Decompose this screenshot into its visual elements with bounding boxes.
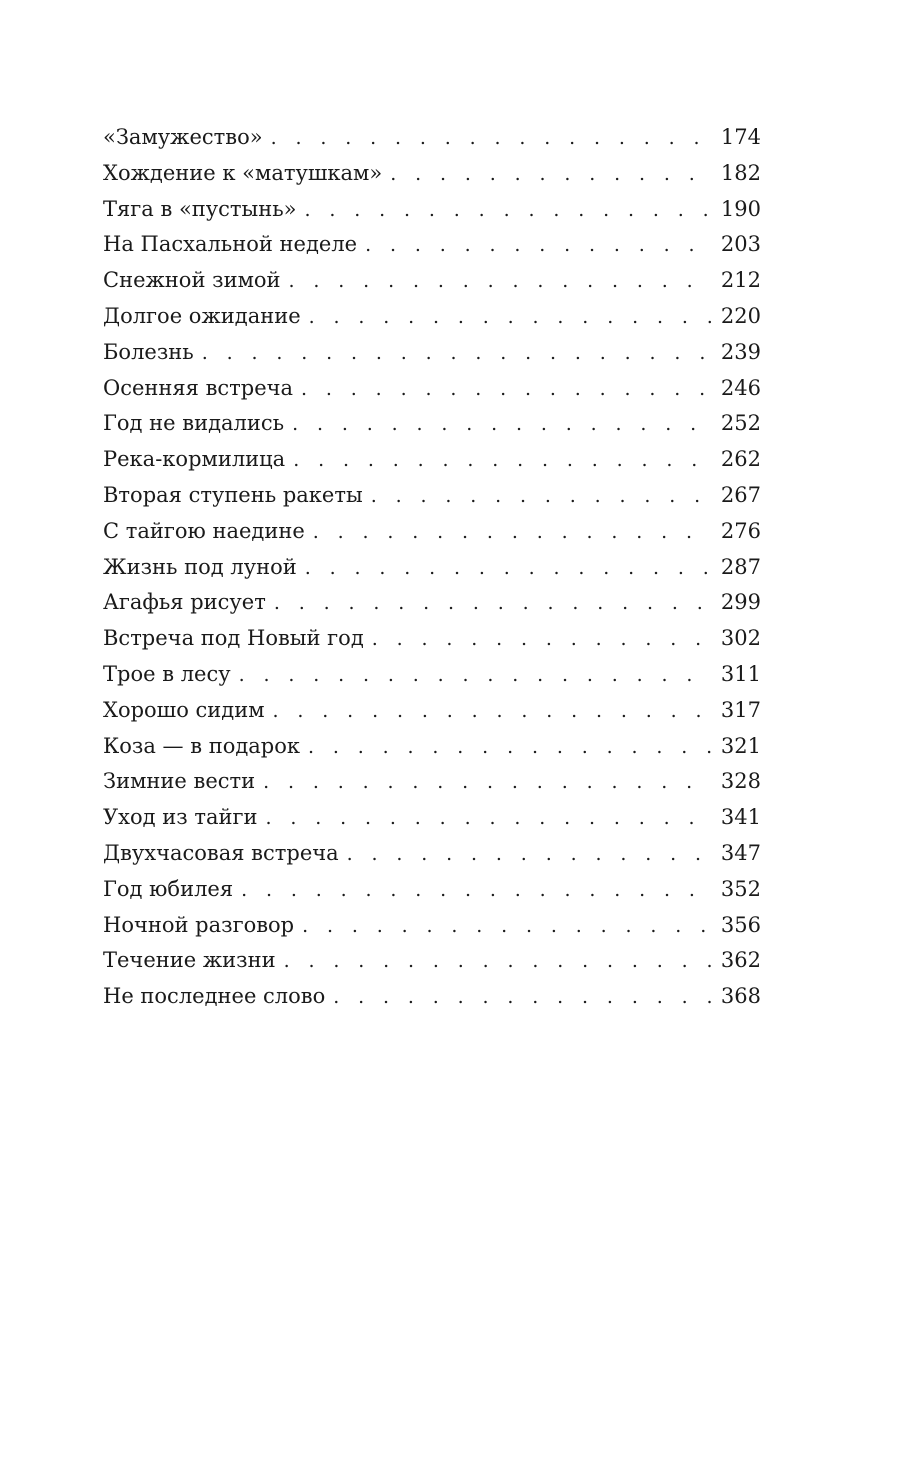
toc-entry-page-number: 317 <box>720 697 761 722</box>
toc-entry-title: На Пасхальной неделе <box>103 232 358 257</box>
toc-entry <box>103 550 761 586</box>
toc-entry-page-number: 287 <box>720 554 761 579</box>
toc-entry-page-number: 368 <box>720 984 761 1009</box>
dot-leader <box>202 336 711 372</box>
dot-leader <box>289 264 711 300</box>
toc-entry-title: Снежной зимой <box>103 268 281 293</box>
dot-leader <box>271 121 711 157</box>
toc-entry-page-number: 246 <box>720 375 761 400</box>
toc-entry <box>103 478 761 514</box>
toc-entry-title: Год юбилея <box>103 876 234 901</box>
toc-entry-title: Болезнь <box>103 339 194 364</box>
toc-entry-page-number: 299 <box>720 590 761 615</box>
toc-entry <box>103 263 761 299</box>
toc-entry-title: С тайгою наедине <box>103 518 305 543</box>
toc-entry-title: «Замужество» <box>103 125 263 149</box>
dot-leader <box>305 193 711 229</box>
toc-entry-title: Не последнее слово <box>103 984 326 1009</box>
toc-entry-title: Хорошо сидим <box>103 697 265 722</box>
toc-entry-title: Коза — в подарок <box>103 733 301 758</box>
dot-leader <box>372 622 711 658</box>
toc-entry <box>103 442 761 478</box>
toc-entry-page-number: 328 <box>720 769 761 794</box>
toc-entry <box>103 836 761 872</box>
toc-entry-title: Река-кормилица <box>103 447 286 472</box>
dot-leader <box>292 407 711 443</box>
toc-entry-title: Течение жизни <box>103 948 276 973</box>
dot-leader <box>263 765 711 801</box>
toc-entry-page-number: 239 <box>720 339 761 364</box>
toc-entry-page-number: 341 <box>720 805 761 830</box>
toc-entry <box>103 693 761 729</box>
toc-entry <box>103 585 761 621</box>
toc-entry-page-number: 352 <box>720 876 761 901</box>
toc-entry <box>103 979 761 1015</box>
toc-entry-title: Жизнь под луной <box>103 554 297 579</box>
toc-entry-title: Уход из тайги <box>103 805 258 830</box>
toc-entry-title: Осенняя встреча <box>103 375 294 400</box>
dot-leader <box>284 944 711 980</box>
toc-entry-page-number: 182 <box>720 160 761 185</box>
dot-leader <box>365 228 711 264</box>
toc-entry-title: Вторая ступень ракеты <box>103 482 363 507</box>
dot-leader <box>371 479 711 515</box>
toc-entry-page-number: 212 <box>720 268 761 293</box>
toc-entry-page-number: 302 <box>720 626 761 651</box>
toc-entry-page-number: 356 <box>720 912 761 937</box>
toc-entry-page-number: 190 <box>720 196 761 221</box>
toc-entry-page-number: 311 <box>720 661 761 686</box>
dot-leader <box>308 730 711 766</box>
toc-entry <box>103 299 761 335</box>
toc-entry-title: Агафья рисует <box>103 590 266 615</box>
toc-entry-page-number: 321 <box>720 733 761 758</box>
toc-entry <box>103 371 761 407</box>
dot-leader <box>301 372 711 408</box>
dot-leader <box>274 586 711 622</box>
toc-entry-page-number: 220 <box>720 303 761 328</box>
toc-entry-title: Тяга в «пустынь» <box>103 196 297 221</box>
dot-leader <box>302 909 711 945</box>
toc-entry <box>103 335 761 371</box>
toc-entry <box>103 943 761 979</box>
dot-leader <box>309 300 711 336</box>
dot-leader <box>347 837 711 873</box>
toc-entry <box>103 156 761 192</box>
toc-entry-page-number: 262 <box>720 447 761 472</box>
toc-entry-title: Встреча под Новый год <box>103 626 364 651</box>
toc-entry <box>103 514 761 550</box>
toc-entry <box>103 800 761 836</box>
toc-entry-page-number: 267 <box>720 482 761 507</box>
toc-entry <box>103 406 761 442</box>
dot-leader <box>293 443 711 479</box>
toc-entry-title: Трое в лесу <box>103 661 231 686</box>
dot-leader <box>241 873 711 909</box>
dot-leader <box>390 157 711 193</box>
dot-leader <box>273 694 711 730</box>
toc-entry-page-number: 203 <box>720 232 761 257</box>
toc-entry <box>103 227 761 263</box>
dot-leader <box>266 801 711 837</box>
toc-entry <box>103 192 761 228</box>
toc-entry-title: Хождение к «матушкам» <box>103 160 383 185</box>
toc-entry <box>103 621 761 657</box>
toc-entry-title: Год не видались <box>103 411 285 436</box>
dot-leader <box>305 551 711 587</box>
toc-entry-page-number: 347 <box>720 840 761 865</box>
toc-entry <box>103 872 761 908</box>
toc-entry-title: Зимние вести <box>103 769 256 794</box>
toc-entry <box>103 657 761 693</box>
dot-leader <box>313 515 711 551</box>
toc-entry-page-number: 252 <box>720 411 761 436</box>
toc-entry <box>103 120 761 156</box>
dot-leader <box>239 658 711 694</box>
table-of-contents <box>103 120 761 1015</box>
toc-entry-title: Долгое ожидание <box>103 303 301 328</box>
toc-entry-title: Двухчасовая встреча <box>103 840 339 865</box>
toc-entry-page-number: 174 <box>720 125 761 149</box>
toc-entry-page-number: 276 <box>720 518 761 543</box>
toc-entry-page-number: 362 <box>720 948 761 973</box>
toc-entry <box>103 729 761 765</box>
toc-entry <box>103 764 761 800</box>
dot-leader <box>333 980 711 1016</box>
toc-entry-title: Ночной разговор <box>103 912 295 937</box>
toc-entry <box>103 908 761 944</box>
